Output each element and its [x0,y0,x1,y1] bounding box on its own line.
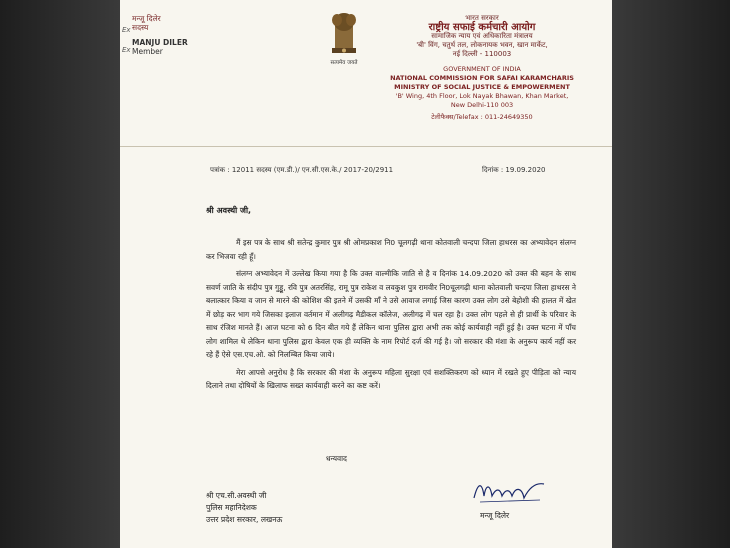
national-emblem-icon [326,8,362,64]
letter-date: दिनांक : 19.09.2020 [482,166,546,174]
ex-mark-2: Ex [122,46,131,54]
gov-hindi: भारत सरकार [465,14,499,22]
addressee-office: उत्तर प्रदेश सरकार, लखनऊ [206,515,283,524]
addressee-name: श्री एच.सी.अवस्थी जी [206,491,267,500]
addressee-block [206,490,282,526]
organisation-header [382,14,582,122]
ex-mark-1: Ex [122,26,131,34]
letter-body [206,236,576,397]
header-divider [120,146,612,147]
paragraph-3: मेरा आपसे अनुरोध है कि सरकार की मंशा के अनुरूप महिला सुरक्षा एवं सशक्तिकरण को ध्यान में रखते हुए पीड़िता को न्याय दिलाने तथा दोषियों के खिलाफ सख्त कार्यवाही करने का कष्ट करें। [206,367,576,390]
addressee-title: पुलिस महानिदेशक [206,503,257,512]
emblem-motto: सत्यमेव जयते [330,60,358,66]
salutation: श्री अवस्थी जी, [206,206,252,215]
commission-name-english: NATIONAL COMMISSION FOR SAFAI KARAMCHARIS [390,74,574,82]
member-designation-hindi: सदस्य [132,23,149,32]
signatory-name: मन्जू दिलेर [480,511,510,520]
city-hindi: नई दिल्ली - 110003 [452,50,512,58]
member-name-english: MANJU DILER [132,38,188,47]
gov-english: GOVERNMENT OF INDIA [443,65,521,73]
member-name-hindi: मन्जू दिलेर [132,14,161,23]
ministry-english: MINISTRY OF SOCIAL JUSTICE & EMPOWERMENT [394,83,570,91]
commission-name-hindi: राष्ट्रीय सफाई कर्मचारी आयोग [428,22,536,33]
address-hindi: 'बी' विंग, चतुर्थ तल, लोकनायक भवन, खान मार्केट, [416,41,548,49]
closing: धन्यवाद [326,454,347,463]
telefax: टेलीफैक्स/Telefax : 011-24649350 [431,113,533,121]
signature-graphic [470,476,550,506]
background-left [0,0,120,548]
member-block [132,14,188,56]
city-english: New Delhi-110 003 [450,101,514,109]
ministry-hindi: सामाजिक न्याय एवं अधिकारिता मंत्रालय [431,32,533,40]
letter-page [120,0,612,548]
reference-number: पत्रांक : 12011 सदस्य (एम.डी.)/ एन.सी.एस.के./ 2017-20/2911 [210,166,394,174]
paragraph-2: संलग्न अभ्यावेदन में उल्लेख किया गया है कि उक्त वाल्मीकि जाति से है व दिनांक 14.09.2020 को उक्त की बहन के साथ सवर्ण जाति के संदीप पुत्र गुड्डू, रवि पुत्र अतरसिंह, रामू पुत्र राकेश व लवकुश पुत्र रामवीर नि0चूलगढ़ी थाना कोतवाली चन्दपा जिला हाथरस ने बलात्कार किया व जान से मारने की कोशिश की इतने में उसकी माँ ने उसे आवाज लगाई जिस कारण उक्त लोग उसे बेहोशी की हालत में खेत में छोड़ कर भाग गये जिसका इलाज वर्तमान में अलीगढ़ मैडीकल कॉलेज, अलीगढ़ में चल रहा है। उक्त लोग पहले से ही प्रार्थी के परिवार के साथ रंजिश मानते हैं। आज घटना को 6 दिन बीत गये हैं लेकिन थाना पुलिस द्वारा अभी तक कोई कार्यवाही नहीं हुई है। उक्त घटना में पाँच लोग शामिल थे लेकिन थाना पुलिस द्वारा केवल एक ही व्यक्ति के नाम रिपोर्ट दर्ज की गई है। जो सरकार की मंशा के अनुरूप कार्य नहीं कर रहे हैं ऐसे एस.एच.ओ. को निलम्बित किया जाये। [206,269,576,359]
address-english: 'B' Wing, 4th Floor, Lok Nayak Bhawan, Khan Market, [395,92,569,100]
paragraph-1: मैं इस पत्र के साथ श्री सतेन्द्र कुमार पुत्र श्री ओमप्रकाश नि0 चूलगढ़ी थाना कोतवाली चन्दपा जिला हाथरस का अभ्यावेदन संलग्न कर भिजवा रही हूँ। [206,238,576,261]
background-right [612,0,730,548]
member-designation-english: Member [132,47,163,56]
